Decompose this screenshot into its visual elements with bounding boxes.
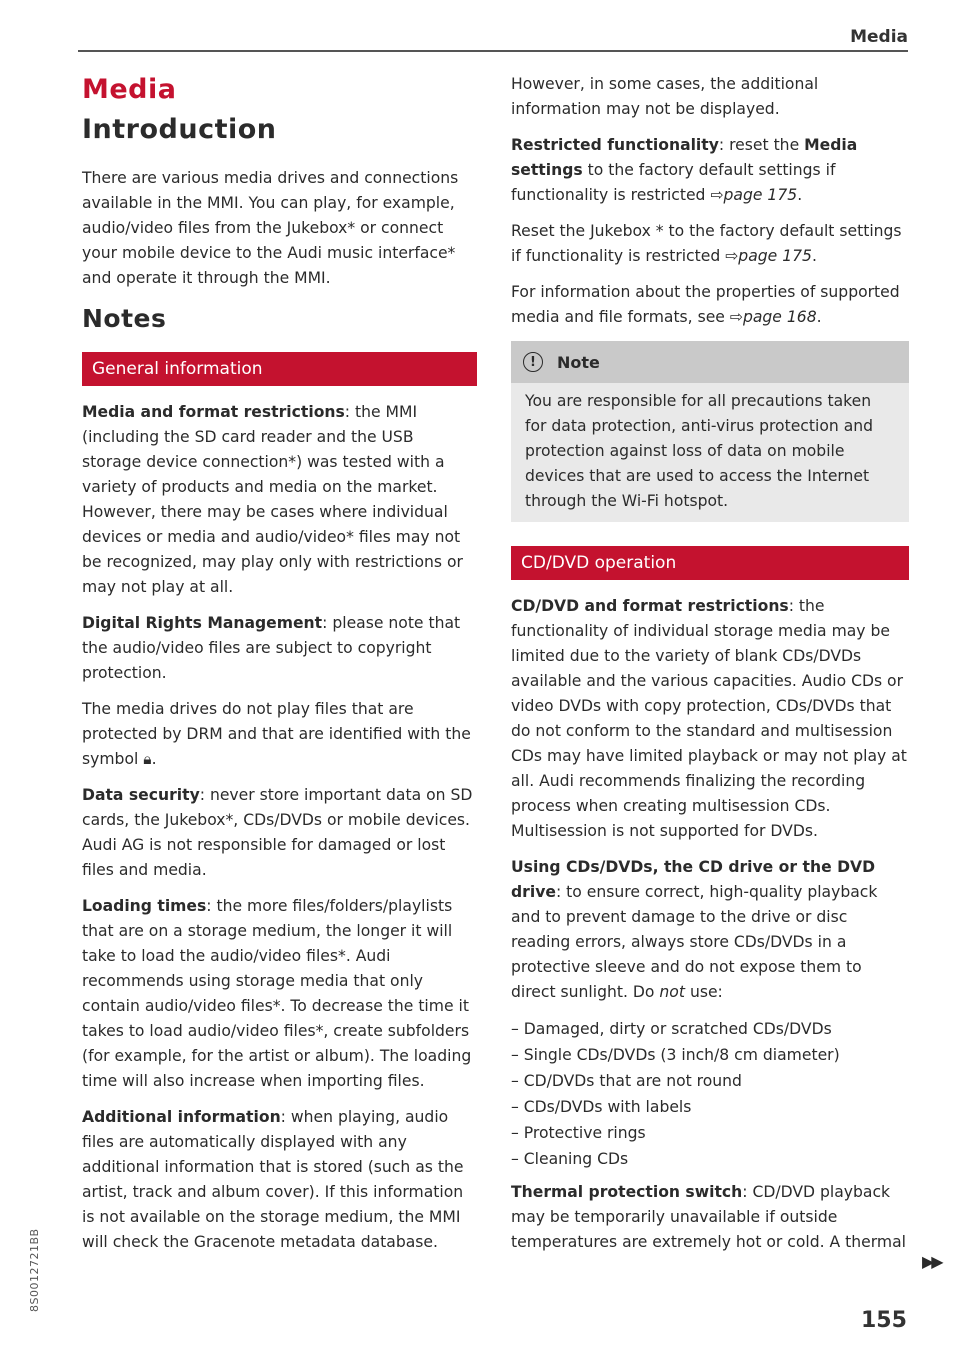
section-title-introduction: Introduction <box>82 114 277 145</box>
list-item: – Cleaning CDs <box>511 1150 629 1168</box>
drm-paragraph: Digital Rights Management: please note that the audio/video files are subject to copyright protection. <box>82 614 461 682</box>
left-column <box>82 72 477 1266</box>
additional-information-paragraph: Additional information: when playing, audio files are automatically displayed with any additional information that is stored (such as the artist, track and album cover). If this information is not available on the storage medium, the MMI will check the Gracenote metadata database. <box>82 1108 464 1251</box>
page-link[interactable]: page 168 <box>742 308 817 326</box>
section-title-media: Media <box>82 74 177 105</box>
drm-files-paragraph: The media drives do not play files that are protected by DRM and that are identified with the symbol 🔒︎. <box>82 700 471 768</box>
list-item: – CD/DVDs that are not round <box>511 1072 742 1090</box>
list-item: – Damaged, dirty or scratched CDs/DVDs <box>511 1020 832 1038</box>
page-ref-arrow-icon: ⇨ <box>725 247 739 265</box>
page-ref-arrow-icon: ⇨ <box>729 308 743 326</box>
list-item: – CDs/DVDs with labels <box>511 1098 692 1116</box>
note-box <box>511 341 909 522</box>
header-rule <box>78 50 908 52</box>
thermal-protection-paragraph: Thermal protection switch: CD/DVD playback may be temporarily unavailable if outside temperatures are extremely hot or cold. A thermal <box>511 1183 906 1251</box>
however-paragraph: However, in some cases, the additional information may not be displayed. <box>511 75 819 118</box>
using-cds-paragraph: Using CDs/DVDs, the CD drive or the DVD drive: to ensure correct, high-quality playback and to prevent damage to the drive or disc reading errors, always store CDs/DVDs in a protective sleeve and do not expose them to direct sunlight. Do not use: <box>511 858 878 1001</box>
exclamation-icon: ! <box>523 352 543 372</box>
page-ref-arrow-icon: ⇨ <box>710 186 724 204</box>
intro-paragraph: There are various media drives and connections available in the MMI. You can play, for example, audio/video files from the Jukebox* or connect your mobile device to the Audi music interface* and operate it through the MMI. <box>82 169 459 287</box>
note-text: You are responsible for all precautions taken for data protection, anti-virus protection and protection against loss of data on mobile devices that are used to access the Internet through the Wi-Fi hotspot. <box>525 392 874 510</box>
file-formats-paragraph: For information about the properties of supported media and file formats, see ⇨page 168. <box>511 283 900 326</box>
general-information-band: General information <box>82 352 477 386</box>
reset-jukebox-paragraph: Reset the Jukebox * to the factory default settings if functionality is restricted ⇨page 175. <box>511 222 902 265</box>
running-header: Media <box>850 27 908 47</box>
lock-icon: 🔒︎ <box>143 750 152 768</box>
list-item: – Protective rings <box>511 1124 646 1142</box>
note-header <box>511 341 909 383</box>
document-code: 8S0012721BB <box>28 1228 41 1312</box>
do-not-use-list <box>511 1016 909 1172</box>
continue-arrow-icon: ▶▶ <box>922 1252 941 1271</box>
page-number: 155 <box>861 1308 907 1333</box>
page-link[interactable]: page 175 <box>738 247 812 265</box>
cd-restrictions-paragraph: CD/DVD and format restrictions: the functionality of individual storage media may be limited due to the variety of blank CDs/DVDs available and the various capacities. Audio CDs or video DVDs with copy protection, CDs/DVDs that do not conform to the standard and multisession CDs may have limited playback or may not play at all. Audi recommends finalizing the recording process when creating multisession CDs. Multisession is not supported for DVDs. <box>511 597 907 840</box>
data-security-paragraph: Data security: never store important data on SD cards, the Jukebox*, CDs/DVDs or mobile devices. Audi AG is not responsible for damaged or lost files and media. <box>82 786 473 879</box>
restricted-functionality-paragraph: Restricted functionality: reset the Media settings to the factory default settings if functionality is restricted ⇨page 175. <box>511 136 858 204</box>
right-column <box>511 72 909 1266</box>
media-format-paragraph: Media and format restrictions: the MMI (including the SD card reader and the USB storage device connection*) was tested with a variety of products and media on the market. However, there may be cases where individual devices or media and audio/video* files may not be recognized, may play only with restrictions or may not play at all. <box>82 403 463 596</box>
notes-heading: Notes <box>82 304 167 333</box>
page-link[interactable]: page 175 <box>723 186 798 204</box>
loading-times-paragraph: Loading times: the more files/folders/playlists that are on a storage medium, the longer it will take to load the audio/video files*. Audi recommends using storage media that only contain audio/video files*. To decrease the time it takes to load audio/video files*, create subfolders (for example, for the artist or album). The loading time will also increase when importing files. <box>82 897 472 1090</box>
list-item: – Single CDs/DVDs (3 inch/8 cm diameter) <box>511 1046 840 1064</box>
cd-dvd-operation-band: CD/DVD operation <box>511 546 909 580</box>
note-title: Note <box>557 352 600 372</box>
